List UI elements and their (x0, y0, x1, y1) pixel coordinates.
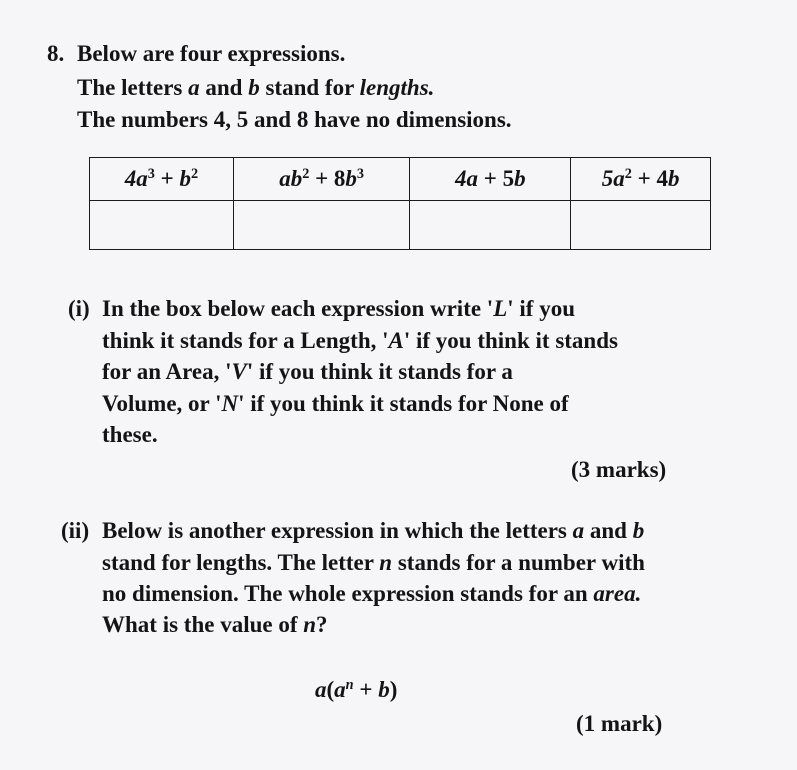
part-i-line-2: think it stands for a Length, 'A' if you think it stands (102, 328, 618, 353)
expression-cell: $ab^2 + 8b^3$ (233, 158, 410, 201)
part-i-label: (i) (68, 296, 90, 321)
part-ii-expression: $a(a^n + b)$ (315, 677, 398, 702)
expression-cell: $5a^2 + 4b$ (571, 158, 711, 201)
part-i-line-1: In the box below each expression write 'L' if you (102, 296, 575, 321)
part-i-line-5: these. (102, 422, 158, 447)
answer-row (90, 201, 711, 250)
intro-line-3: The numbers 4, 5 and 8 have no dimensions. (77, 107, 512, 132)
part-ii-label: (ii) (61, 518, 90, 543)
expressions-row (90, 158, 711, 201)
intro-line-1: Below are four expressions. (77, 41, 346, 66)
answer-box[interactable] (410, 201, 571, 250)
part-ii-line-2: stand for lengths. The letter n stands for a number with (102, 550, 645, 575)
intro-line-2: The letters a and b stand for lengths. (77, 75, 435, 100)
part-ii-line-3: no dimension. The whole expression stands for an area. (102, 581, 642, 606)
expression-cell: 4a + 5b (410, 158, 571, 201)
answer-box[interactable] (233, 201, 410, 250)
part-i-line-4: Volume, or 'N' if you think it stands for None of (102, 391, 569, 416)
answer-box[interactable] (90, 201, 234, 250)
expression-cell: $4a^3 + b^2$ (90, 158, 234, 201)
part-ii-line-4: What is the value of n? (102, 612, 328, 637)
answer-box[interactable] (571, 201, 711, 250)
part-ii-line-1: Below is another expression in which the letters a and b (102, 518, 645, 543)
question-number: 8. (47, 41, 65, 66)
part-ii-marks: (1 mark) (576, 711, 663, 736)
expressions-table (89, 157, 711, 250)
part-i-marks: (3 marks) (571, 457, 667, 482)
part-i-line-3: for an Area, 'V' if you think it stands for a (102, 359, 513, 384)
